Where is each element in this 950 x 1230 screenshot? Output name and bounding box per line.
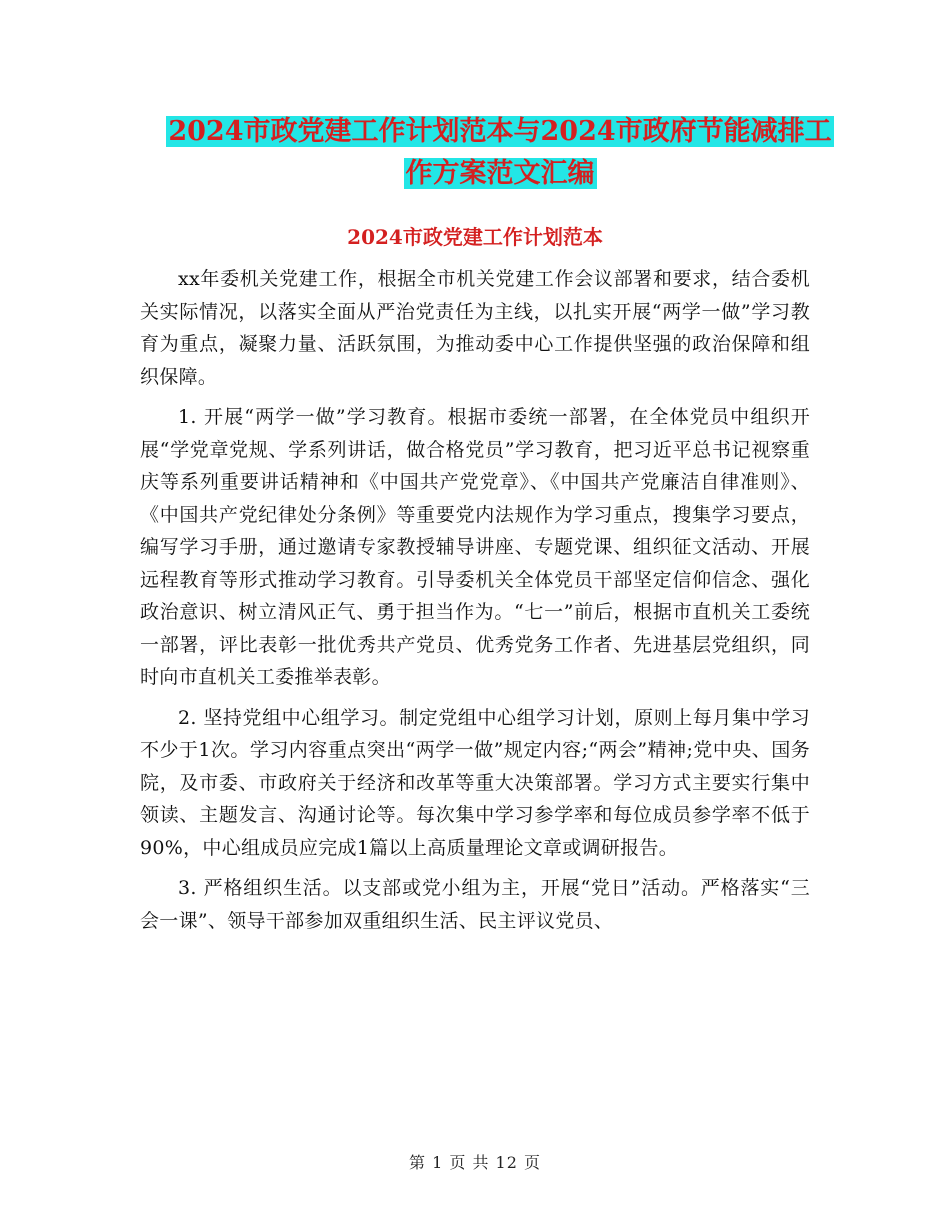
section-title: 2024市政党建工作计划范本 xyxy=(347,225,603,249)
document-body xyxy=(140,263,810,945)
paragraph-1: 1. 开展“两学一做”学习教育。根据市委统一部署，在全体党员中组织开展“学党章党规、学系列讲话，做合格党员”学习教育，把习近平总书记视察重庆等系列重要讲话精神和《中国共产党党章》、《中国共产党廉洁自律准则》、《中国共产党纪律处分条例》等重要党内法规作为学习重点，搜集学习要点，编写学习手册，通过邀请专家教授辅导讲座、专题党课、组织征文活动、开展远程教育等形式推动学习教育。引导委机关全体党员干部坚定信仰信念、强化政治意识、树立清风正气、勇于担当作为。“七一”前后，根据市直机关工委统一部署，评比表彰一批优秀共产党员、优秀党务工作者、先进基层党组织，同时向市直机关工委推举表彰。 xyxy=(140,406,810,688)
document-title-line-2 xyxy=(100,152,900,195)
paragraph-2: 2. 坚持党组中心组学习。制定党组中心组学习计划，原则上每月集中学习不少于1次。学习内容重点突出“两学一做”规定内容;“两会”精神;党中央、国务院，及市委、市政府关于经济和改革等重大决策部署。学习方式主要实行集中领读、主题发言、沟通讨论等。每次集中学习参学率和每位成员参学率不低于90%，中心组成员应完成1篇以上高质量理论文章或调研报告。 xyxy=(140,706,810,859)
title-highlight-2: 作方案范文汇编 xyxy=(405,158,595,189)
paragraph-3: 3. 严格组织生活。以支部或党小组为主，开展“党日”活动。严格落实“三会一课”、领导干部参加双重组织生活、民主评议党员、 xyxy=(140,877,810,932)
title-highlight-1: 2024市政党建工作计划范本与2024市政府节能减排工 xyxy=(168,116,832,147)
paragraph-intro: xx年委机关党建工作，根据全市机关党建工作会议部署和要求，结合委机关实际情况，以落实全面从严治党责任为主线，以扎实开展“两学一做”学习教育为重点，凝聚力量、活跃氛围，为推动委中心工作提供坚强的政治保障和组织保障。 xyxy=(140,268,810,388)
page-footer: 第 1 页 共 12 页 xyxy=(409,1153,541,1172)
document-title-line-1 xyxy=(100,110,900,153)
